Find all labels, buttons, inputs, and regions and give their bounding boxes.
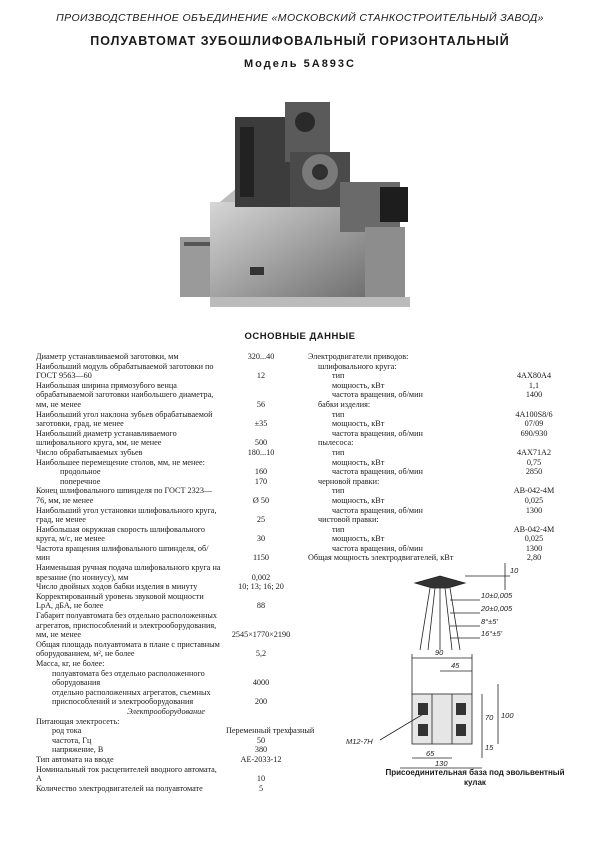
left-spec-row — [36, 448, 296, 458]
spec-label: тип — [332, 409, 345, 419]
spec-label: Диаметр устанавливаемой заготовки, мм — [36, 352, 179, 361]
right-spec-row — [308, 467, 573, 477]
left-spec-row — [36, 688, 296, 707]
electro-subtitle: Электрооборудование — [127, 706, 205, 716]
spec-label: частота вращения, об/мин — [332, 390, 423, 400]
left-spec-row — [36, 477, 296, 487]
spec-value: 0,025 — [524, 534, 544, 544]
left-spec-row — [36, 506, 296, 525]
dim-70: 70 — [485, 713, 494, 722]
spec-value: 2850 — [525, 467, 543, 477]
spec-label: Корректированный уровень звуковой мощности LpA, дБА, не более — [36, 591, 204, 611]
spec-label: тип — [332, 447, 345, 457]
spec-value: 5,2 — [255, 649, 267, 659]
spec-value: 380 — [254, 745, 268, 755]
spec-label: Номинальный ток расцепителей вводного автомата, А — [36, 764, 217, 784]
tolerance-2: 20±0,005 — [481, 604, 513, 613]
right-spec-row — [308, 506, 573, 516]
left-spec-row — [36, 726, 315, 736]
spec-label: тип — [332, 486, 345, 496]
spec-value: 320...40 — [247, 352, 275, 361]
dim-10: 10 — [510, 566, 519, 575]
spec-label: мощность, кВт — [332, 534, 385, 544]
spec-value: Ø 50 — [252, 495, 270, 505]
spec-label: тип — [332, 371, 345, 381]
page-title: ПОЛУАВТОМАТ ЗУБОШЛИФОВАЛЬНЫЙ ГОРИЗОНТАЛЬНЫЙ — [90, 34, 510, 48]
left-spec-row — [36, 765, 296, 784]
spec-label: Наибольшая ширина прямозубого венца обрабатываемой заготовки наибольшего диаметра, мм, не менее — [36, 380, 214, 409]
spec-label: Наибольший угол установки шлифовального круга, град, не менее — [36, 505, 217, 525]
tolerance-1: 10±0,005 — [481, 591, 513, 600]
spec-label: поперечное — [60, 476, 101, 486]
spec-value: 88 — [256, 601, 266, 611]
cam-base-drawing — [340, 558, 540, 773]
spec-label: мощность, кВт — [332, 419, 385, 429]
spec-label: бабки изделия: — [318, 399, 371, 409]
left-spec-row — [36, 525, 296, 544]
right-spec-row — [308, 486, 573, 496]
spec-label: Частота вращения шлифовального шпинделя, об/мин — [36, 543, 209, 563]
spec-label: мощность, кВт — [332, 495, 385, 505]
spec-label: Общая мощность электродвигателей, кВт — [308, 553, 454, 563]
spec-label: Наибольший диаметр устанавливаемого шлифовального круга, мм, не менее — [36, 428, 177, 448]
spec-label: тип — [332, 524, 345, 534]
spec-value: 170 — [254, 476, 268, 486]
spec-value: 1150 — [252, 553, 270, 563]
spec-value: 690/930 — [520, 428, 548, 438]
spec-label: Наименьшая ручная подача шлифовального круга на врезание (по нониусу), мм — [36, 563, 221, 582]
spec-label: продольное — [60, 467, 101, 477]
spec-value: 30 — [256, 534, 266, 544]
company-header: ПРОИЗВОДСТВЕННОЕ ОБЪЕДИНЕНИЕ «МОСКОВСКИЙ СТАНКОСТРОИТЕЛЬНЫЙ ЗАВОД» — [56, 12, 544, 24]
spec-value: 56 — [256, 399, 266, 409]
spec-value: 2545×1770×2190 — [231, 630, 291, 640]
right-spec-row — [308, 429, 573, 439]
spec-value: 1300 — [525, 543, 543, 553]
spec-label: мощность, кВт — [332, 380, 385, 390]
right-spec-column — [308, 352, 573, 563]
left-spec-column — [36, 352, 315, 793]
spec-value: 5 — [258, 783, 264, 793]
spec-value: 2,80 — [526, 553, 542, 563]
spec-value: 200 — [254, 697, 268, 707]
right-spec-row — [308, 390, 573, 400]
spec-label: полуавтомата без отдельно расположенного оборудования — [52, 668, 205, 688]
spec-label: чистовой правки: — [318, 515, 379, 525]
spec-label: Количество электродвигателей на полуавтомате — [36, 783, 203, 793]
angle-2: 16°±5' — [481, 629, 503, 638]
left-spec-row — [36, 582, 296, 592]
spec-value: Переменный трехфазный — [226, 726, 315, 736]
spec-label: частота вращения, об/мин — [332, 467, 423, 477]
left-spec-row — [36, 544, 296, 563]
spec-label: Наибольшая окружная скорость шлифовального круга, м/с, не менее — [36, 524, 206, 544]
spec-value: 25 — [256, 515, 266, 525]
spec-value: 0,025 — [524, 495, 544, 505]
dim-100: 100 — [501, 711, 514, 720]
spec-value: 10 — [256, 774, 266, 784]
left-spec-row — [36, 669, 296, 688]
spec-label: мощность, кВт — [332, 457, 385, 467]
left-spec-row — [36, 486, 296, 505]
thread-label: М12-7Н — [346, 737, 373, 746]
spec-label: Наибольшее перемещение столов, мм, не менее: — [36, 457, 205, 467]
spec-value: 0,75 — [526, 457, 542, 467]
spec-value: АВ-042-4М — [513, 524, 555, 534]
right-spec-row — [308, 477, 573, 487]
left-spec-row — [36, 659, 296, 669]
left-spec-row — [36, 717, 296, 727]
dim-15: 15 — [485, 743, 494, 752]
right-spec-row — [308, 525, 573, 535]
dim-45: 45 — [451, 661, 460, 670]
spec-label: Масса, кг, не более: — [36, 659, 105, 668]
left-spec-row — [36, 362, 296, 381]
right-spec-row — [308, 400, 573, 410]
left-spec-row — [36, 458, 296, 468]
spec-label: шлифовального круга: — [318, 361, 397, 371]
dim-65: 65 — [426, 749, 435, 758]
spec-value: 50 — [256, 735, 266, 745]
spec-label: Питающая электросеть: — [36, 716, 120, 726]
left-spec-row — [36, 429, 296, 448]
left-spec-row — [36, 736, 296, 746]
spec-value: АВ-042-4М — [513, 486, 555, 496]
spec-value: 0,002 — [251, 572, 271, 582]
right-spec-row — [308, 448, 573, 458]
left-spec-row — [36, 640, 296, 659]
left-spec-row — [36, 592, 296, 611]
spec-value: 4000 — [252, 678, 270, 688]
spec-label: Электродвигатели приводов: — [308, 352, 409, 361]
left-spec-row — [36, 755, 296, 765]
spec-value: 1,1 — [528, 380, 540, 390]
spec-value: 500 — [254, 438, 268, 448]
right-spec-row — [308, 362, 573, 372]
spec-value: 4А100S8/6 — [515, 409, 553, 419]
left-spec-row — [36, 352, 296, 362]
spec-value: 1300 — [525, 505, 543, 515]
spec-label: частота вращения, об/мин — [332, 543, 423, 553]
spec-label: Наибольший модуль обрабатываемой заготовки по ГОСТ 9563—60 — [36, 361, 214, 381]
dim-90: 90 — [435, 648, 444, 657]
right-spec-row — [308, 410, 573, 420]
spec-label: отдельно расположенных агрегатов, съемных приспособлений и электрооборудования — [52, 687, 211, 707]
right-spec-row — [308, 381, 573, 391]
spec-value: 180...10 — [247, 447, 275, 457]
left-spec-row — [36, 611, 296, 640]
spec-label: напряжение, В — [52, 745, 104, 755]
spec-value: 07/09 — [524, 419, 544, 429]
spec-label: черновой правки: — [318, 476, 380, 486]
right-spec-row — [308, 419, 573, 429]
right-spec-row — [308, 371, 573, 381]
spec-label: Тип автомата на вводе — [36, 754, 114, 764]
spec-value: 12 — [256, 371, 266, 381]
right-spec-row — [308, 544, 573, 554]
spec-label: частота вращения, об/мин — [332, 505, 423, 515]
spec-label: частота вращения, об/мин — [332, 428, 423, 438]
left-spec-row — [36, 467, 296, 477]
spec-value: 160 — [254, 467, 268, 477]
spec-label: Число двойных ходов бабки изделия в минуту — [36, 582, 198, 592]
section-title: ОСНОВНЫЕ ДАННЫЕ — [244, 331, 356, 342]
angle-1: 8°±5' — [481, 617, 498, 626]
spec-value: 4АХ71А2 — [516, 447, 552, 457]
machine-photo — [180, 92, 420, 312]
right-spec-row — [308, 438, 573, 448]
left-spec-row — [36, 381, 296, 410]
right-spec-row — [308, 352, 573, 362]
spec-label: Наибольший угол наклона зубьев обрабатываемой заготовки, град, не менее — [36, 409, 213, 429]
spec-value: 10; 13; 16; 20 — [238, 582, 284, 592]
left-spec-row — [36, 410, 296, 429]
right-spec-row — [308, 515, 573, 525]
spec-label: частота, Гц — [52, 735, 92, 745]
spec-label: Конец шлифовального шпинделя по ГОСТ 2323—76, мм, не менее — [36, 486, 213, 505]
right-spec-row — [308, 496, 573, 506]
spec-label: пылесоса: — [318, 438, 354, 448]
left-spec-row — [36, 563, 296, 582]
drawing-caption: Присоединительная база под эвольвентный кулак — [385, 768, 565, 787]
spec-label: Габарит полуавтомата без отдельно расположенных агрегатов, приспособлений и электрооборудования, мм, не менее — [36, 611, 218, 640]
spec-label: Общая площадь полуавтомата в плане с приставным оборудованием, м², не более — [36, 639, 220, 659]
left-spec-row — [36, 745, 296, 755]
dim-130: 130 — [435, 759, 448, 768]
spec-value: 1400 — [525, 390, 543, 400]
right-spec-row — [308, 534, 573, 544]
right-spec-row — [308, 458, 573, 468]
spec-label: Число обрабатываемых зубьев — [36, 447, 143, 457]
spec-value: ±35 — [254, 419, 268, 429]
spec-value: АЕ-2033-12 — [240, 754, 282, 764]
left-spec-row — [36, 784, 296, 794]
spec-label: род тока — [52, 726, 82, 736]
model-title: Модель 5А893С — [243, 58, 356, 70]
spec-value: 4АХ80А4 — [516, 371, 552, 381]
